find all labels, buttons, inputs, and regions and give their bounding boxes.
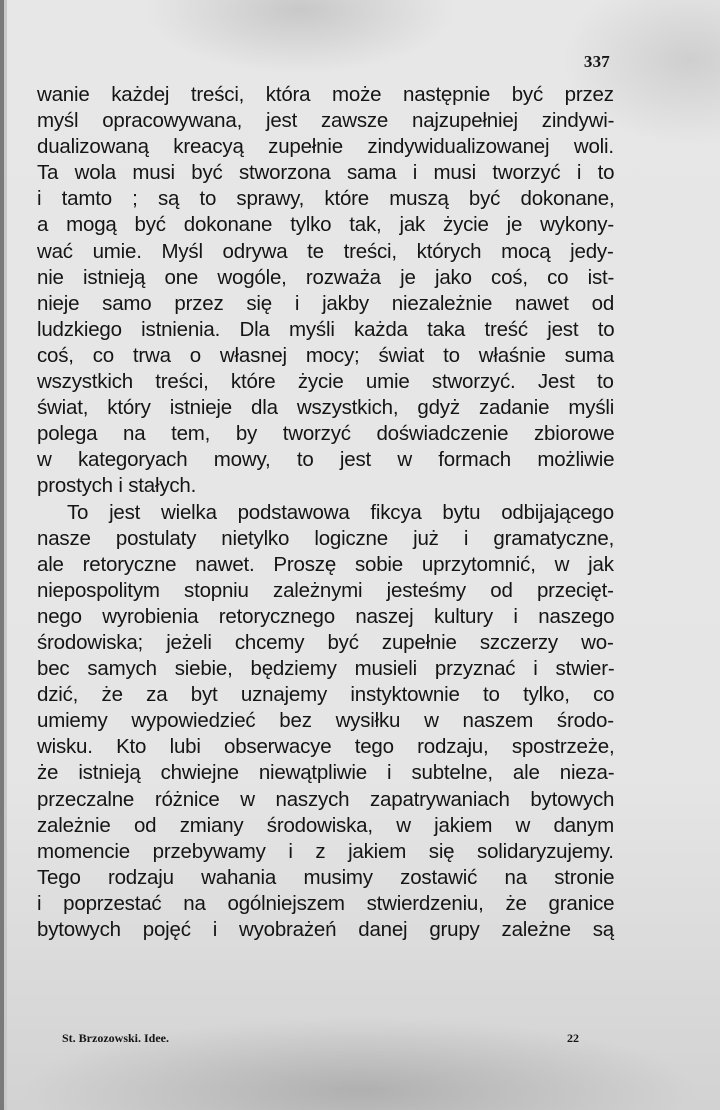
page-number: 337 xyxy=(583,52,610,71)
binding-edge-shadow xyxy=(4,0,7,1110)
text-line: nasze postulaty nietylko logiczne już i gramatyczne, xyxy=(37,526,615,550)
text-line: dualizowaną kreacyą zupełnie zindywidualizowanej woli. xyxy=(37,135,614,159)
text-line: dzić, że za byt uznajemy instyktownie to tylko, co xyxy=(37,683,615,707)
text-line: i tamto ; są to sprawy, które muszą być dokonane, xyxy=(37,187,615,211)
text-line: niepospolitym stopniu zależnymi jesteśmy od przecięt- xyxy=(37,578,614,602)
text-line: w kategoryach mowy, to jest w formach możliwie xyxy=(37,448,615,472)
text-line: ludzkiego istnienia. Dla myśli każda taka treść jest to xyxy=(37,317,615,341)
text-line: świat, który istnieje dla wszystkich, gdyż zadanie myśli xyxy=(37,396,615,420)
text-line: i poprzestać na ogólniejszem stwierdzeniu, że granice xyxy=(37,891,615,915)
text-line: wać umie. Myśl odrywa te treści, których mocą jedy- xyxy=(37,239,614,263)
text-line: prostych i stałych. xyxy=(37,474,197,498)
text-line: nie istnieją one wogóle, rozważa je jako coś, co ist- xyxy=(37,265,615,289)
text-line: bec samych siebie, będziemy musieli przyznać i stwier- xyxy=(37,657,615,681)
footer-signature: St. Brzozowski. Idee. xyxy=(62,1031,169,1045)
text-line: polega na tem, by tworzyć doświadczenie zbiorowe xyxy=(37,422,615,446)
text-line: nego wyrobienia retorycznego naszej kultury i naszego xyxy=(37,604,615,628)
text-line: środowiska; jeżeli chcemy być zupełnie szczerzy wo- xyxy=(37,630,614,654)
text-line: umiemy wypowiedzieć bez wysiłku w naszem środo- xyxy=(37,709,614,733)
text-line: myśl opracowywana, jest zawsze najzupełniej zindywi- xyxy=(37,109,615,133)
text-line: a mogą być dokonane tylko tak, jak życie je wykony- xyxy=(37,213,614,237)
body-text xyxy=(37,82,614,943)
text-line: że istnieją chwiejne niewątpliwie i subtelne, ale nieza- xyxy=(37,761,615,785)
text-line: wszystkich treści, które życie umie stworzyć. Jest to xyxy=(37,370,614,394)
text-line: To jest wielka podstawowa fikcya bytu odbijającego xyxy=(67,500,614,524)
text-line: Tego rodzaju wahania musimy zostawić na stronie xyxy=(37,865,615,889)
text-line: wanie każdej treści, która może następnie być przez xyxy=(37,83,614,106)
text-line: bytowych pojęć i wyobrażeń danej grupy zależne są xyxy=(37,918,614,941)
footer-sheet-number: 22 xyxy=(567,1031,579,1045)
text-line: zależnie od zmiany środowiska, w jakiem w danym xyxy=(37,813,615,837)
text-line: ale retoryczne nawet. Proszę sobie uprzytomnić, w jak xyxy=(37,552,614,576)
text-line: wisku. Kto lubi obserwacye tego rodzaju, spostrzeże, xyxy=(37,735,615,759)
text-line: nieje samo przez się i jakby niezależnie nawet od xyxy=(37,291,615,315)
text-line: coś, co trwa o własnej mocy; świat to właśnie suma xyxy=(37,343,614,367)
text-line: Ta wola musi być stworzona sama i musi tworzyć i to xyxy=(37,161,615,185)
text-line: przeczalne różnice w naszych zapatrywaniach bytowych xyxy=(37,787,615,811)
text-line: momencie przebywamy i z jakiem się solidaryzujemy. xyxy=(37,839,614,863)
